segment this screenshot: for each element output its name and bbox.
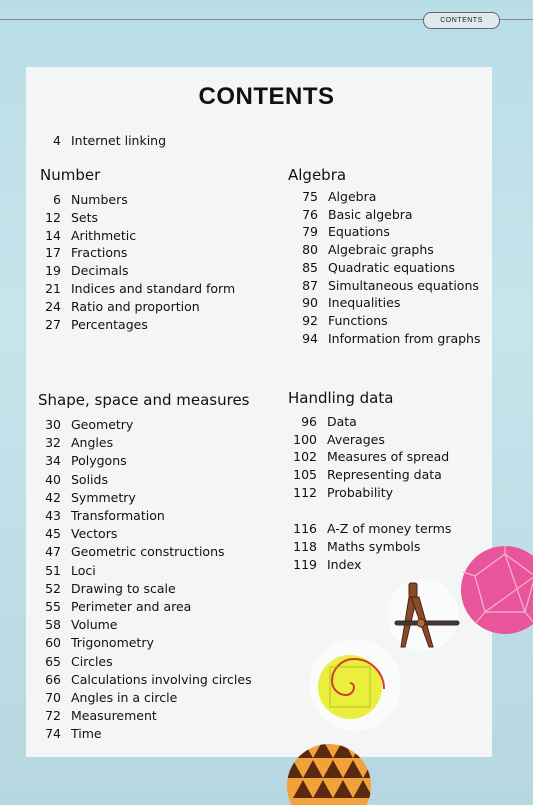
entry-label: Indices and standard form — [71, 281, 236, 296]
entry-label: Sets — [71, 209, 99, 225]
entry-label: Symmetry — [71, 489, 136, 505]
page-number: 94 — [302, 330, 318, 346]
entry-label: Maths symbols — [327, 539, 421, 554]
page-number: 40 — [45, 471, 61, 487]
entry-label: Percentages — [71, 316, 148, 332]
entry-label: Quadratic equations — [328, 259, 456, 275]
entry-label: Probability — [327, 484, 394, 500]
page-number: 92 — [302, 312, 318, 328]
pink-icosahedron-ball-icon — [455, 540, 533, 640]
entry-label: Algebra — [328, 189, 377, 204]
page-number: 55 — [45, 599, 61, 614]
page-title: CONTENTS — [198, 83, 335, 110]
entry-label: A-Z of money terms — [327, 521, 452, 536]
entry-label: Solids — [71, 471, 108, 487]
entry-label: Simultaneous equations — [328, 277, 479, 293]
entry-label: Volume — [71, 617, 118, 633]
page-number: 112 — [293, 484, 317, 500]
page-number: 14 — [45, 227, 61, 243]
page-number: 24 — [45, 298, 61, 314]
entry-label: Basic algebra — [328, 206, 413, 222]
page-number: 74 — [45, 726, 61, 742]
entry-label: Algebraic graphs — [328, 242, 434, 258]
section-title-number: Number — [40, 166, 101, 184]
triangle-pattern-ball-icon — [283, 738, 375, 805]
entry-label: Angles — [71, 435, 114, 451]
page-number: 30 — [45, 417, 61, 432]
page-number: 80 — [302, 242, 318, 258]
page-number: 90 — [302, 295, 318, 311]
page-number: 45 — [45, 526, 61, 542]
entry-label: Measures of spread — [327, 449, 450, 465]
page-number: 34 — [45, 453, 61, 469]
section-title-data: Handling data — [288, 389, 394, 407]
entry-label: Data — [327, 414, 357, 429]
page-number: 70 — [45, 690, 61, 705]
page-number: 75 — [302, 189, 318, 204]
entry-label: Calculations involving circles — [71, 671, 252, 687]
page-number: 119 — [293, 557, 317, 572]
entry-label: Measurement — [71, 708, 157, 724]
page-number: 4 — [53, 133, 61, 148]
entry-label: Loci — [71, 562, 96, 578]
page-number: 21 — [45, 281, 61, 296]
entry-label: Internet linking — [71, 133, 167, 148]
entry-label: Geometry — [71, 417, 134, 432]
page-number: 116 — [293, 521, 317, 536]
entry-label: Numbers — [71, 192, 128, 207]
entry-label: Averages — [327, 431, 385, 447]
page-number: 72 — [45, 708, 61, 724]
entry-label: Polygons — [71, 453, 127, 469]
entry-label: Functions — [328, 312, 388, 328]
entry-label: Circles — [71, 653, 113, 669]
page-number: 19 — [45, 263, 61, 279]
yellow-spiral-ball-icon — [305, 635, 405, 735]
header-rule — [0, 19, 423, 20]
entry-label: Angles in a circle — [71, 690, 178, 705]
entry-label: Index — [327, 557, 362, 572]
page-number: 12 — [45, 209, 61, 225]
page-number: 58 — [45, 617, 61, 633]
entry-label: Arithmetic — [71, 227, 137, 243]
page-number: 105 — [293, 467, 317, 483]
entry-label: Transformation — [71, 508, 165, 523]
page-number: 51 — [45, 562, 61, 578]
header-rule-right — [499, 19, 533, 20]
section-tab: CONTENTS — [423, 12, 500, 29]
page-number: 87 — [302, 277, 318, 293]
entry-label: Equations — [328, 224, 390, 240]
page-number: 79 — [302, 224, 318, 240]
page-number: 66 — [45, 671, 61, 687]
page-number: 6 — [53, 192, 61, 207]
section-title-algebra: Algebra — [288, 166, 347, 184]
entry-label: Information from graphs — [328, 330, 481, 346]
entry-label: Geometric constructions — [71, 544, 225, 560]
page-number: 118 — [293, 539, 317, 554]
page-number: 52 — [45, 580, 61, 596]
page-number: 27 — [45, 316, 61, 332]
page-number: 42 — [45, 489, 61, 505]
page-number: 85 — [302, 259, 318, 275]
page-number: 17 — [45, 245, 61, 261]
entry-label: Ratio and proportion — [71, 298, 200, 314]
entry-label: Decimals — [71, 263, 129, 279]
page-number: 60 — [45, 635, 61, 651]
entry-label: Fractions — [71, 245, 128, 261]
entry-label: Perimeter and area — [71, 599, 192, 614]
entry-label: Inequalities — [328, 295, 401, 311]
page-number: 47 — [45, 544, 61, 560]
page-number: 32 — [45, 435, 61, 451]
page-number: 76 — [302, 206, 318, 222]
entry-label: Trigonometry — [71, 635, 154, 651]
page-number: 65 — [45, 653, 61, 669]
entry-label: Drawing to scale — [71, 580, 176, 596]
page-number: 96 — [301, 414, 317, 429]
entry-label: Vectors — [71, 526, 118, 542]
entry-label: Representing data — [327, 467, 442, 483]
page-number: 100 — [293, 431, 317, 447]
entry-label: Time — [71, 726, 102, 742]
section-title-shape: Shape, space and measures — [38, 391, 250, 409]
page-number: 43 — [45, 508, 61, 523]
page-number: 102 — [293, 449, 317, 465]
